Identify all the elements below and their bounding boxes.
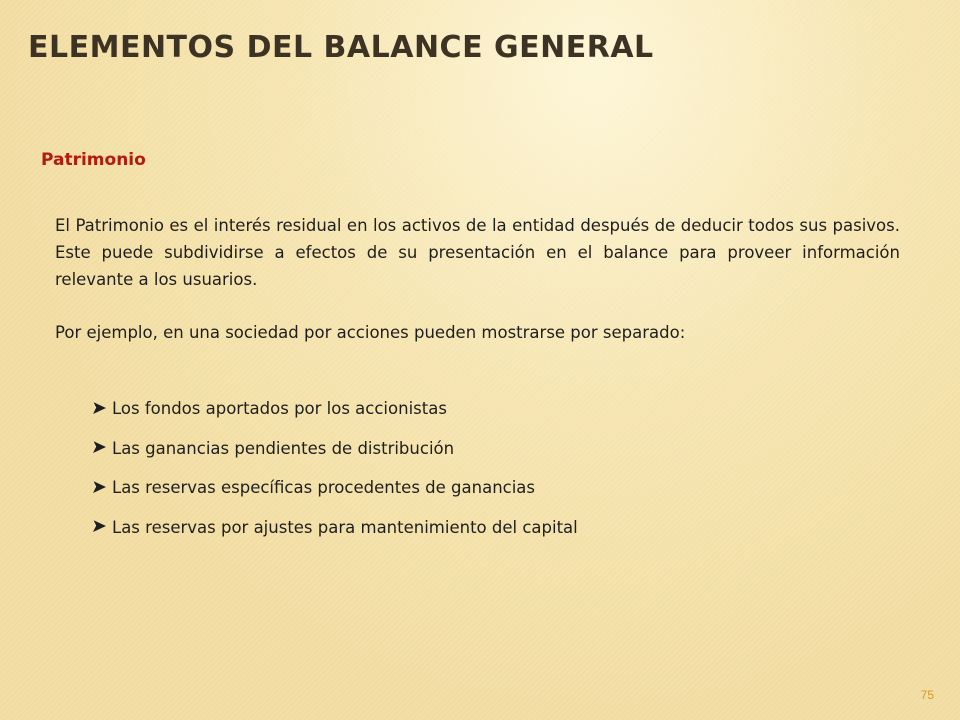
bullet-text: Las ganancias pendientes de distribución [112,438,455,458]
list-item [92,429,578,469]
bullet-text: Las reservas por ajustes para mantenimiento del capital [112,517,578,537]
bullet-text: Los fondos aportados por los accionistas [112,399,447,419]
example-paragraph: Por ejemplo, en una sociedad por acciones pueden mostrarse por separado: [55,323,686,342]
page-number: 75 [920,688,934,702]
bullet-list [92,389,578,547]
arrow-bullet-icon [92,440,107,454]
arrow-bullet-icon [92,401,107,415]
arrow-bullet-icon [92,480,107,494]
definition-paragraph: El Patrimonio es el interés residual en los activos de la entidad después de deducir todos sus pasivos. Este puede subdividirse a efectos de su presentación en el balance para proveer información relevante a los usuarios. [55,216,900,289]
slide-title: ELEMENTOS DEL BALANCE GENERAL [28,30,654,65]
list-item [92,389,578,429]
list-item [92,468,578,508]
bullet-text: Las reservas específicas procedentes de ganancias [112,478,536,498]
section-subtitle: Patrimonio [41,150,146,170]
list-item [92,508,578,548]
arrow-bullet-icon [92,519,107,533]
